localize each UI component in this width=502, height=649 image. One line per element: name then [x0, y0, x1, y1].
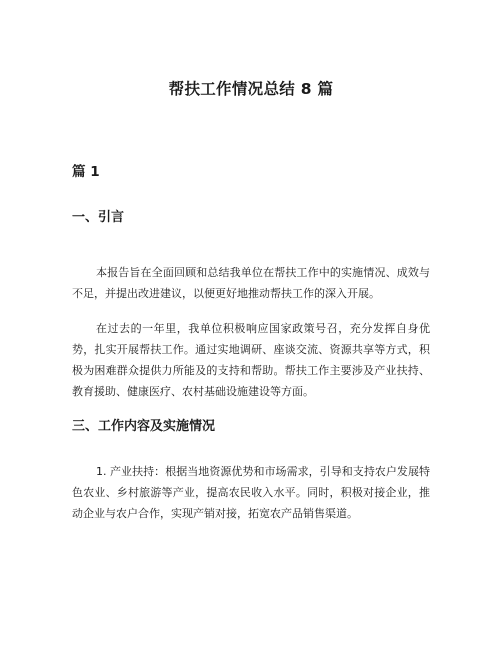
section-heading-introduction: 一、引言: [72, 210, 125, 225]
document-title: 帮扶工作情况总结 8 篇: [168, 80, 334, 98]
background-paragraph: 在过去的一年里，我单位积极响应国家政策号召，充分发挥自身优势，扎实开展帮扶工作。通过实地调研、座谈交流、资源共享等方式，积极为困难群众提供力所能及的支持和帮助。帮扶工作主要涉及产业扶持、教育援助、健康医疗、农村基础设施建设等方面。: [72, 322, 430, 398]
part-heading: 篇 1: [72, 164, 100, 180]
industry-support-paragraph: 1. 产业扶持：根据当地资源优势和市场需求，引导和支持农户发展特色农业、乡村旅游等产业，提高农民收入水平。同时，积极对接企业，推动企业与农户合作，实现产销对接，拓宽农产品销售渠道。: [72, 465, 430, 520]
introduction-paragraph: 本报告旨在全面回顾和总结我单位在帮扶工作中的实施情况、成效与不足，并提出改进建议，以便更好地推动帮扶工作的深入开展。: [72, 266, 430, 300]
section-heading-work-content: 三、工作内容及实施情况: [72, 419, 216, 434]
